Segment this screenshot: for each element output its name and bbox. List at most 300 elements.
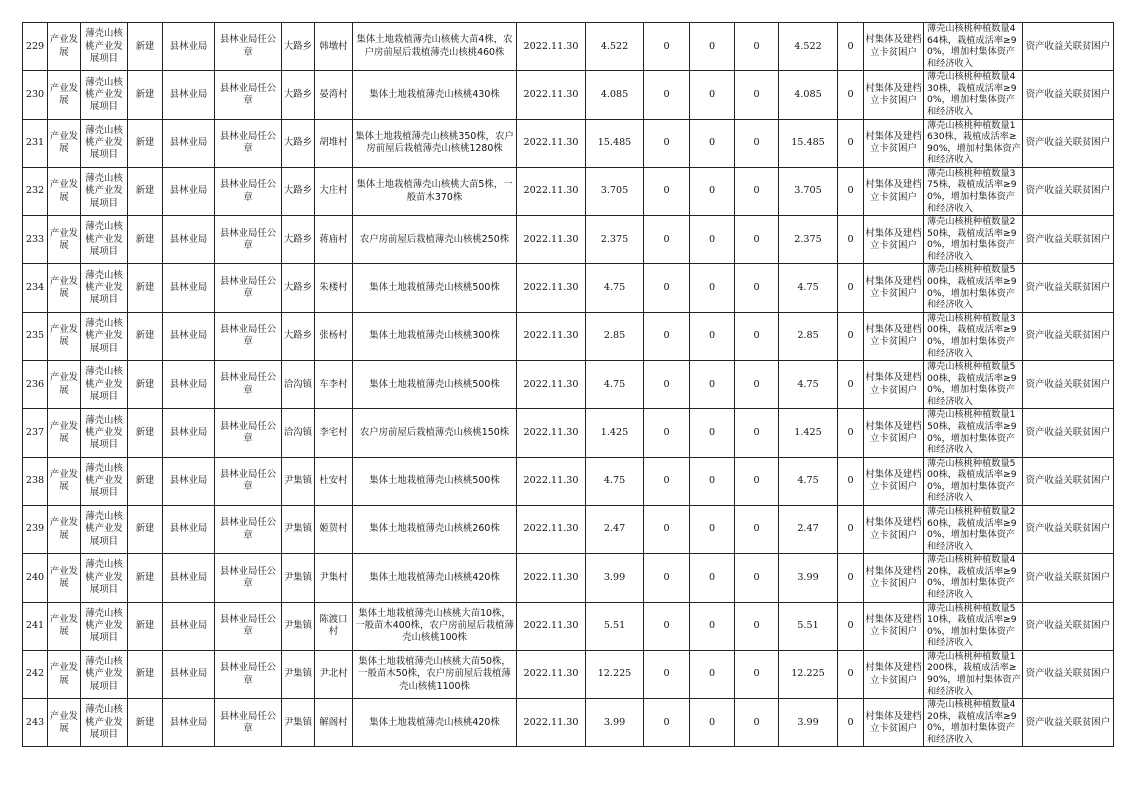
project-name-cell: 薄壳山核桃产业发展项目 [81,409,128,457]
responsible-dept-cell: 县林业局 [163,361,215,409]
village-cell: 陈渡口村 [315,602,353,650]
benefit-mechanism-cell: 资产收益关联贫困户 [1023,699,1114,747]
other-fund-cell: 0 [838,409,864,457]
project-type-cell: 产业发展 [48,650,81,698]
other-fund-cell: 0 [838,457,864,505]
central-fund-cell: 0 [644,457,690,505]
provincial-fund-cell: 0 [690,650,735,698]
village-cell: 尹北村 [315,650,353,698]
completion-date-cell: 2022.11.30 [517,23,586,71]
project-name-cell: 薄壳山核桃产业发展项目 [81,650,128,698]
construction-nature-cell: 新建 [128,650,163,698]
other-fund-cell: 0 [838,167,864,215]
construction-content-cell: 农户房前屋后栽植薄壳山核桃150株 [353,409,517,457]
construction-content-cell: 集体土地栽植薄壳山核桃420株 [353,699,517,747]
completion-date-cell: 2022.11.30 [517,264,586,312]
county-fund-cell: 3.99 [779,699,838,747]
township-cell: 尹集镇 [282,602,315,650]
project-name-cell: 薄壳山核桃产业发展项目 [81,119,128,167]
total-investment-cell: 1.425 [586,409,644,457]
completion-date-cell: 2022.11.30 [517,119,586,167]
village-cell: 韩墩村 [315,23,353,71]
central-fund-cell: 0 [644,71,690,119]
dept-seal-cell: 县林业局任公章 [215,650,282,698]
total-investment-cell: 4.75 [586,361,644,409]
provincial-fund-cell: 0 [690,264,735,312]
township-cell: 大路乡 [282,71,315,119]
performance-target-text: 薄壳山核桃种植数量420株，栽植成活率≥90%，增加村集体资产和经济收入 [927,699,1017,745]
dept-seal-cell: 县林业局任公章 [215,312,282,360]
provincial-fund-cell: 0 [690,602,735,650]
county-fund-cell: 15.485 [779,119,838,167]
dept-seal-cell: 县林业局任公章 [215,699,282,747]
performance-target-cell [924,23,1023,71]
project-name-cell: 薄壳山核桃产业发展项目 [81,505,128,553]
project-type-cell: 产业发展 [48,119,81,167]
project-name-cell: 薄壳山核桃产业发展项目 [81,264,128,312]
completion-date-cell: 2022.11.30 [517,699,586,747]
completion-date-cell: 2022.11.30 [517,505,586,553]
completion-date-cell: 2022.11.30 [517,457,586,505]
benefit-mechanism-cell: 资产收益关联贫困户 [1023,264,1114,312]
beneficiary-cell: 村集体及建档立卡贫困户 [864,409,924,457]
completion-date-cell: 2022.11.30 [517,71,586,119]
construction-content-cell: 集体土地栽植薄壳山核桃500株 [353,361,517,409]
project-name-cell: 薄壳山核桃产业发展项目 [81,361,128,409]
project-type-cell: 产业发展 [48,602,81,650]
construction-content-cell: 农户房前屋后栽植薄壳山核桃250株 [353,216,517,264]
total-investment-cell: 2.85 [586,312,644,360]
performance-target-text: 薄壳山核桃种植数量260株，栽植成活率≥90%，增加村集体资产和经济收入 [927,505,1017,552]
construction-nature-cell: 新建 [128,312,163,360]
project-name-cell: 薄壳山核桃产业发展项目 [81,554,128,602]
beneficiary-cell: 村集体及建档立卡贫困户 [864,167,924,215]
village-cell: 朱楼村 [315,264,353,312]
row-number-cell: 229 [23,23,48,71]
beneficiary-cell: 村集体及建档立卡贫困户 [864,119,924,167]
table-row [23,554,1114,602]
project-type-cell: 产业发展 [48,23,81,71]
performance-target-text: 薄壳山核桃种植数量500株，栽植成活率≥90%，增加村集体资产和经济收入 [927,457,1017,504]
city-fund-cell: 0 [735,71,779,119]
project-name-cell: 薄壳山核桃产业发展项目 [81,71,128,119]
beneficiary-cell: 村集体及建档立卡贫困户 [864,457,924,505]
city-fund-cell: 0 [735,119,779,167]
construction-nature-cell: 新建 [128,554,163,602]
row-number-cell: 243 [23,699,48,747]
project-type-cell: 产业发展 [48,409,81,457]
other-fund-cell: 0 [838,650,864,698]
performance-target-cell [924,602,1023,650]
other-fund-cell: 0 [838,554,864,602]
table-row [23,650,1114,698]
responsible-dept-cell: 县林业局 [163,409,215,457]
beneficiary-cell: 村集体及建档立卡贫困户 [864,216,924,264]
row-number-cell: 233 [23,216,48,264]
table-row [23,312,1114,360]
central-fund-cell: 0 [644,23,690,71]
project-type-cell: 产业发展 [48,71,81,119]
provincial-fund-cell: 0 [690,71,735,119]
benefit-mechanism-cell: 资产收益关联贫困户 [1023,71,1114,119]
completion-date-cell: 2022.11.30 [517,602,586,650]
table-row [23,361,1114,409]
total-investment-cell: 4.75 [586,457,644,505]
village-cell: 大庄村 [315,167,353,215]
construction-nature-cell: 新建 [128,457,163,505]
city-fund-cell: 0 [735,409,779,457]
township-cell: 尹集镇 [282,554,315,602]
total-investment-cell: 2.47 [586,505,644,553]
county-fund-cell: 2.47 [779,505,838,553]
dept-seal-cell: 县林业局任公章 [215,23,282,71]
village-cell: 晏湾村 [315,71,353,119]
township-cell: 尹集镇 [282,457,315,505]
construction-nature-cell: 新建 [128,409,163,457]
construction-nature-cell: 新建 [128,361,163,409]
provincial-fund-cell: 0 [690,216,735,264]
project-name-cell: 薄壳山核桃产业发展项目 [81,216,128,264]
city-fund-cell: 0 [735,361,779,409]
county-fund-cell: 4.75 [779,457,838,505]
county-fund-cell: 2.85 [779,312,838,360]
other-fund-cell: 0 [838,312,864,360]
township-cell: 大路乡 [282,264,315,312]
construction-content-cell: 集体土地栽植薄壳山核桃300株 [353,312,517,360]
central-fund-cell: 0 [644,167,690,215]
completion-date-cell: 2022.11.30 [517,312,586,360]
dept-seal-cell: 县林业局任公章 [215,216,282,264]
row-number-cell: 235 [23,312,48,360]
performance-target-text: 薄壳山核桃种植数量250株，栽植成活率≥90%，增加村集体资产和经济收入 [927,216,1017,262]
project-name-cell: 薄壳山核桃产业发展项目 [81,602,128,650]
performance-target-cell [924,312,1023,360]
performance-target-text: 薄壳山核桃种植数量375株，栽植成活率≥90%，增加村集体资产和经济收入 [927,167,1017,214]
beneficiary-cell: 村集体及建档立卡贫困户 [864,602,924,650]
performance-target-cell [924,409,1023,457]
other-fund-cell: 0 [838,602,864,650]
village-cell: 李宅村 [315,409,353,457]
performance-target-text: 薄壳山核桃种植数量1200株，栽植成活率≥90%，增加村集体资产和经济收入 [927,650,1021,697]
total-investment-cell: 4.75 [586,264,644,312]
city-fund-cell: 0 [735,312,779,360]
beneficiary-cell: 村集体及建档立卡贫困户 [864,554,924,602]
project-type-cell: 产业发展 [48,554,81,602]
responsible-dept-cell: 县林业局 [163,264,215,312]
project-name-cell: 薄壳山核桃产业发展项目 [81,167,128,215]
central-fund-cell: 0 [644,554,690,602]
city-fund-cell: 0 [735,457,779,505]
responsible-dept-cell: 县林业局 [163,505,215,553]
row-number-cell: 240 [23,554,48,602]
city-fund-cell: 0 [735,216,779,264]
construction-nature-cell: 新建 [128,119,163,167]
village-cell: 车李村 [315,361,353,409]
county-fund-cell: 4.522 [779,23,838,71]
construction-content-cell: 集体土地栽植薄壳山核桃大苗4株，农户房前屋后栽植薄壳山核桃460株 [353,23,517,71]
performance-target-text: 薄壳山核桃种植数量464株，栽植成活率≥90%，增加村集体资产和经济收入 [927,23,1017,69]
responsible-dept-cell: 县林业局 [163,312,215,360]
benefit-mechanism-cell: 资产收益关联贫困户 [1023,457,1114,505]
village-cell: 尹集村 [315,554,353,602]
table-row [23,23,1114,71]
row-number-cell: 232 [23,167,48,215]
performance-target-cell [924,216,1023,264]
table-row [23,409,1114,457]
county-fund-cell: 4.75 [779,361,838,409]
benefit-mechanism-cell: 资产收益关联贫困户 [1023,602,1114,650]
benefit-mechanism-cell: 资产收益关联贫困户 [1023,167,1114,215]
dept-seal-cell: 县林业局任公章 [215,119,282,167]
project-type-cell: 产业发展 [48,699,81,747]
responsible-dept-cell: 县林业局 [163,602,215,650]
construction-content-cell: 集体土地栽植薄壳山核桃260株 [353,505,517,553]
responsible-dept-cell: 县林业局 [163,71,215,119]
project-type-cell: 产业发展 [48,167,81,215]
responsible-dept-cell: 县林业局 [163,216,215,264]
county-fund-cell: 12.225 [779,650,838,698]
row-number-cell: 230 [23,71,48,119]
row-number-cell: 231 [23,119,48,167]
performance-target-cell [924,264,1023,312]
responsible-dept-cell: 县林业局 [163,699,215,747]
beneficiary-cell: 村集体及建档立卡贫困户 [864,264,924,312]
row-number-cell: 237 [23,409,48,457]
project-name-cell: 薄壳山核桃产业发展项目 [81,312,128,360]
provincial-fund-cell: 0 [690,312,735,360]
dept-seal-cell: 县林业局任公章 [215,554,282,602]
table-row [23,167,1114,215]
performance-target-text: 薄壳山核桃种植数量300株，栽植成活率≥90%，增加村集体资产和经济收入 [927,312,1017,359]
total-investment-cell: 2.375 [586,216,644,264]
village-cell: 解阁村 [315,699,353,747]
performance-target-text: 薄壳山核桃种植数量500株，栽植成活率≥90%，增加村集体资产和经济收入 [927,264,1017,311]
village-cell: 胡堆村 [315,119,353,167]
project-type-cell: 产业发展 [48,457,81,505]
construction-nature-cell: 新建 [128,23,163,71]
provincial-fund-cell: 0 [690,457,735,505]
benefit-mechanism-cell: 资产收益关联贫困户 [1023,554,1114,602]
construction-content-cell: 集体土地栽植薄壳山核桃大苗5株，一般苗木370株 [353,167,517,215]
project-type-cell: 产业发展 [48,312,81,360]
responsible-dept-cell: 县林业局 [163,167,215,215]
completion-date-cell: 2022.11.30 [517,361,586,409]
benefit-mechanism-cell: 资产收益关联贫困户 [1023,505,1114,553]
responsible-dept-cell: 县林业局 [163,554,215,602]
village-cell: 杜安村 [315,457,353,505]
other-fund-cell: 0 [838,505,864,553]
table-row [23,457,1114,505]
beneficiary-cell: 村集体及建档立卡贫困户 [864,23,924,71]
project-table [22,22,1114,747]
beneficiary-cell: 村集体及建档立卡贫困户 [864,650,924,698]
township-cell: 大路乡 [282,167,315,215]
dept-seal-cell: 县林业局任公章 [215,71,282,119]
beneficiary-cell: 村集体及建档立卡贫困户 [864,71,924,119]
central-fund-cell: 0 [644,699,690,747]
construction-nature-cell: 新建 [128,71,163,119]
performance-target-cell [924,71,1023,119]
construction-content-cell: 集体土地栽植薄壳山核桃大苗10株，一般苗木400株，农户房前屋后栽植薄壳山核桃100株 [353,602,517,650]
county-fund-cell: 3.705 [779,167,838,215]
other-fund-cell: 0 [838,361,864,409]
city-fund-cell: 0 [735,602,779,650]
table-row [23,505,1114,553]
performance-target-cell [924,457,1023,505]
county-fund-cell: 3.99 [779,554,838,602]
project-type-cell: 产业发展 [48,505,81,553]
city-fund-cell: 0 [735,554,779,602]
dept-seal-cell: 县林业局任公章 [215,602,282,650]
county-fund-cell: 5.51 [779,602,838,650]
performance-target-cell [924,650,1023,698]
other-fund-cell: 0 [838,119,864,167]
construction-content-cell: 集体土地栽植薄壳山核桃430株 [353,71,517,119]
township-cell: 洽沟镇 [282,409,315,457]
construction-nature-cell: 新建 [128,167,163,215]
performance-target-text: 薄壳山核桃种植数量420株，栽植成活率≥90%，增加村集体资产和经济收入 [927,554,1017,601]
construction-content-cell: 集体土地栽植薄壳山核桃大苗50株，一般苗木50株，农户房前屋后栽植薄壳山核桃1100株 [353,650,517,698]
performance-target-cell [924,699,1023,747]
responsible-dept-cell: 县林业局 [163,119,215,167]
total-investment-cell: 3.705 [586,167,644,215]
responsible-dept-cell: 县林业局 [163,23,215,71]
township-cell: 洽沟镇 [282,361,315,409]
benefit-mechanism-cell: 资产收益关联贫困户 [1023,119,1114,167]
construction-content-cell: 集体土地栽植薄壳山核桃350株，农户房前屋后栽植薄壳山核桃1280株 [353,119,517,167]
provincial-fund-cell: 0 [690,409,735,457]
county-fund-cell: 2.375 [779,216,838,264]
row-number-cell: 238 [23,457,48,505]
construction-nature-cell: 新建 [128,699,163,747]
provincial-fund-cell: 0 [690,554,735,602]
central-fund-cell: 0 [644,650,690,698]
city-fund-cell: 0 [735,264,779,312]
provincial-fund-cell: 0 [690,119,735,167]
total-investment-cell: 4.522 [586,23,644,71]
total-investment-cell: 3.99 [586,699,644,747]
benefit-mechanism-cell: 资产收益关联贫困户 [1023,650,1114,698]
performance-target-cell [924,167,1023,215]
benefit-mechanism-cell: 资产收益关联贫困户 [1023,409,1114,457]
township-cell: 大路乡 [282,312,315,360]
responsible-dept-cell: 县林业局 [163,457,215,505]
central-fund-cell: 0 [644,409,690,457]
provincial-fund-cell: 0 [690,23,735,71]
city-fund-cell: 0 [735,505,779,553]
village-cell: 蒋庙村 [315,216,353,264]
other-fund-cell: 0 [838,71,864,119]
responsible-dept-cell: 县林业局 [163,650,215,698]
performance-target-cell [924,361,1023,409]
construction-nature-cell: 新建 [128,216,163,264]
county-fund-cell: 4.085 [779,71,838,119]
table-row [23,216,1114,264]
performance-target-text: 薄壳山核桃种植数量500株，栽植成活率≥90%，增加村集体资产和经济收入 [927,361,1017,407]
row-number-cell: 239 [23,505,48,553]
total-investment-cell: 12.225 [586,650,644,698]
dept-seal-cell: 县林业局任公章 [215,167,282,215]
county-fund-cell: 4.75 [779,264,838,312]
township-cell: 大路乡 [282,23,315,71]
construction-nature-cell: 新建 [128,505,163,553]
central-fund-cell: 0 [644,602,690,650]
completion-date-cell: 2022.11.30 [517,409,586,457]
project-name-cell: 薄壳山核桃产业发展项目 [81,457,128,505]
project-type-cell: 产业发展 [48,361,81,409]
completion-date-cell: 2022.11.30 [517,650,586,698]
beneficiary-cell: 村集体及建档立卡贫困户 [864,699,924,747]
table-row [23,71,1114,119]
dept-seal-cell: 县林业局任公章 [215,361,282,409]
central-fund-cell: 0 [644,264,690,312]
provincial-fund-cell: 0 [690,167,735,215]
city-fund-cell: 0 [735,699,779,747]
performance-target-text: 薄壳山核桃种植数量430株，栽植成活率≥90%，增加村集体资产和经济收入 [927,71,1017,118]
dept-seal-cell: 县林业局任公章 [215,457,282,505]
benefit-mechanism-cell: 资产收益关联贫困户 [1023,361,1114,409]
city-fund-cell: 0 [735,167,779,215]
other-fund-cell: 0 [838,216,864,264]
completion-date-cell: 2022.11.30 [517,554,586,602]
performance-target-text: 薄壳山核桃种植数量1630株，栽植成活率≥90%，增加村集体资产和经济收入 [927,119,1021,166]
beneficiary-cell: 村集体及建档立卡贫困户 [864,361,924,409]
row-number-cell: 241 [23,602,48,650]
performance-target-cell [924,505,1023,553]
provincial-fund-cell: 0 [690,505,735,553]
beneficiary-cell: 村集体及建档立卡贫困户 [864,505,924,553]
construction-content-cell: 集体土地栽植薄壳山核桃420株 [353,554,517,602]
completion-date-cell: 2022.11.30 [517,216,586,264]
construction-content-cell: 集体土地栽植薄壳山核桃500株 [353,457,517,505]
project-name-cell: 薄壳山核桃产业发展项目 [81,23,128,71]
city-fund-cell: 0 [735,650,779,698]
table-row [23,264,1114,312]
township-cell: 尹集镇 [282,505,315,553]
central-fund-cell: 0 [644,216,690,264]
dept-seal-cell: 县林业局任公章 [215,409,282,457]
village-cell: 张杨村 [315,312,353,360]
provincial-fund-cell: 0 [690,699,735,747]
township-cell: 尹集镇 [282,650,315,698]
village-cell: 姬贺村 [315,505,353,553]
construction-nature-cell: 新建 [128,602,163,650]
performance-target-cell [924,554,1023,602]
total-investment-cell: 3.99 [586,554,644,602]
other-fund-cell: 0 [838,23,864,71]
county-fund-cell: 1.425 [779,409,838,457]
table-row [23,119,1114,167]
completion-date-cell: 2022.11.30 [517,167,586,215]
township-cell: 大路乡 [282,119,315,167]
construction-nature-cell: 新建 [128,264,163,312]
township-cell: 大路乡 [282,216,315,264]
provincial-fund-cell: 0 [690,361,735,409]
central-fund-cell: 0 [644,119,690,167]
benefit-mechanism-cell: 资产收益关联贫困户 [1023,312,1114,360]
row-number-cell: 242 [23,650,48,698]
dept-seal-cell: 县林业局任公章 [215,505,282,553]
table-row [23,699,1114,747]
performance-target-cell [924,119,1023,167]
central-fund-cell: 0 [644,312,690,360]
central-fund-cell: 0 [644,505,690,553]
row-number-cell: 234 [23,264,48,312]
project-type-cell: 产业发展 [48,216,81,264]
township-cell: 尹集镇 [282,699,315,747]
total-investment-cell: 4.085 [586,71,644,119]
benefit-mechanism-cell: 资产收益关联贫困户 [1023,216,1114,264]
